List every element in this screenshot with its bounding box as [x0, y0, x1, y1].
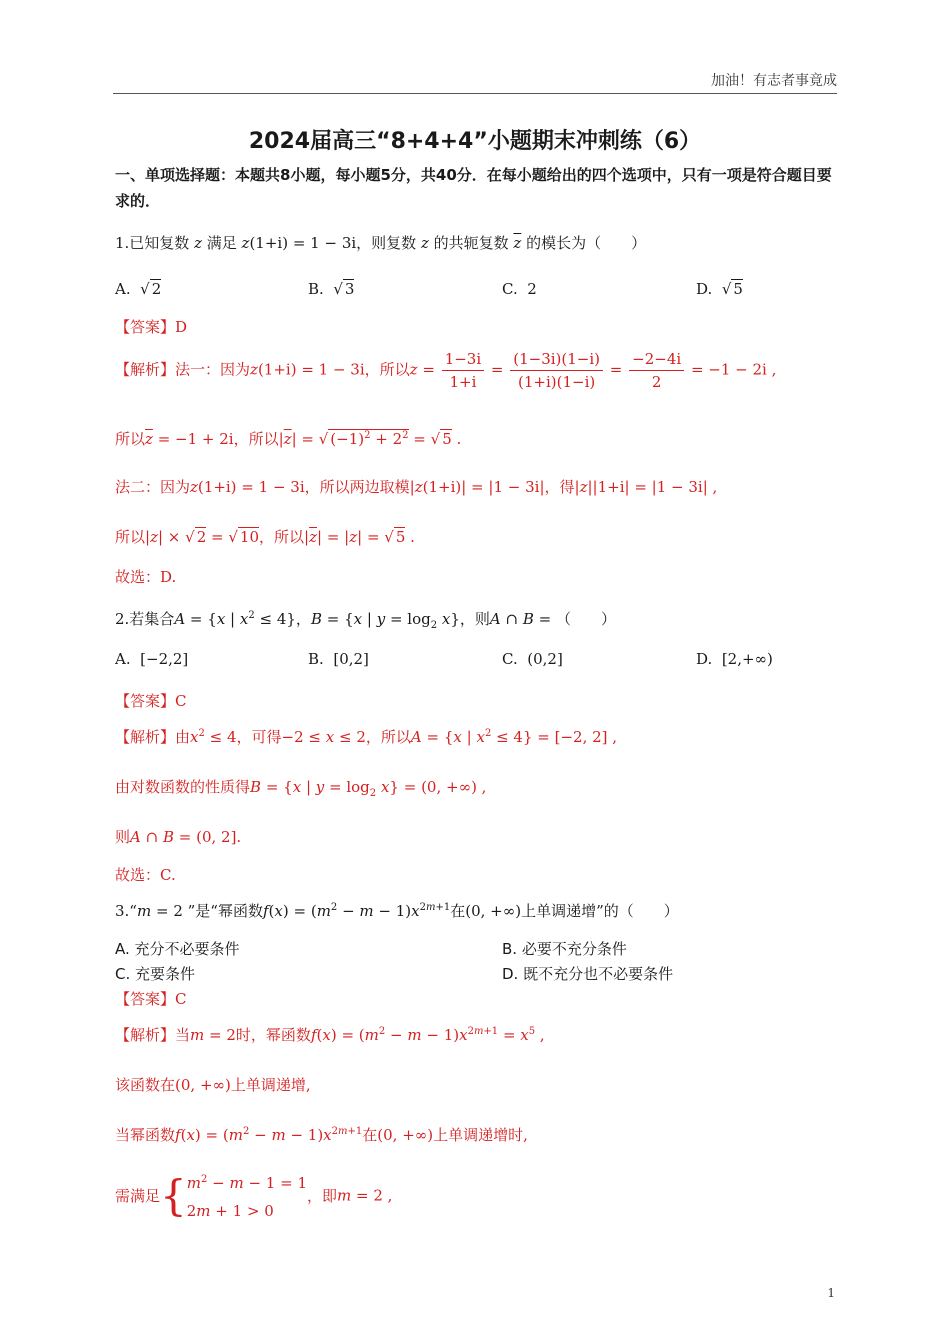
q1-analysis-4: 所以|z| × √ 2 = √ 10，所以$|\overline{z}| = |z|$ = √ 5 . [115, 528, 415, 546]
q2-answer: 【答案】C [115, 692, 187, 710]
q1-option-c: C. 2 [502, 280, 537, 298]
q2-option-b: B. [0,2] [308, 650, 369, 668]
q3-analysis-3: 当幂函数$f(x) = (m^2 - m - 1)x^{2m+1}$在(0, +∞)上单调递增时, [115, 1126, 528, 1144]
header-rule [113, 93, 837, 94]
q1-option-d: D. √ 5 [696, 280, 743, 298]
q2-stem: 2.若集合A = {x | $x^2 \le 4$}，B = {x | $y = \log_2 x$}，则A ∩ B = （ ） [115, 610, 617, 631]
q2-conclusion: 故选：C. [115, 866, 176, 884]
q3-option-d: D. 既不充分也不必要条件 [502, 965, 674, 983]
page-number: 1 [827, 1286, 835, 1300]
q1-option-b: B. √ 3 [308, 280, 355, 298]
q3-option-a: A. 充分不必要条件 [115, 940, 240, 958]
q3-analysis-1: 【解析】当m = 2时，幂函数$f(x) = (m^2 - m - 1)x^{2m+1} = x^5$ , [115, 1026, 545, 1044]
q2-analysis-2: 由对数函数的性质得B = {x | $y = \log_2 x\} = (0$, +∞) , [115, 778, 487, 799]
page-title: 2024届高三“8+4+4”小题期末冲刺练（6） [248, 129, 702, 154]
q1-analysis-2: 所以$\overline{z} = -1 + 2i$，所以$|\overline{z}|$ = √ $(-1)^2 + 2^2$ = √ 5 . [115, 430, 462, 448]
q2-analysis-1: 【解析】由$x^2 \le 4$，可得−2 ≤ x ≤ 2，所以A = {x | $x^2 \le 4\} = [-2$, 2] , [115, 728, 618, 746]
q1-conclusion: 故选：D. [115, 568, 177, 586]
section-heading: 一、单项选择题：本题共8小题，每小题5分，共40分．在每小题给出的四个选项中，只有一项是符合题目要求的． [115, 166, 832, 210]
q1-answer: 【答案】D [115, 318, 188, 336]
q2-option-c: C. (0,2] [502, 650, 563, 668]
q1-analysis-3: 法二：因为z(1+i) = 1 − 3i，所以两边取模|z(1+i)| = |1 − 3i|，得|z||1+i| = |1 − 3i| , [115, 478, 718, 496]
q3-option-b: B. 必要不充分条件 [502, 940, 627, 958]
q2-option-a: A. [−2,2] [115, 650, 189, 668]
q1-analysis-1: 【解析】法一：因为z(1+i) = 1 − 3i，所以z = $\frac{1-3i}{1+i}$ = $\frac{(1-3i)(1-i)}{(1+i)(1-i)}$ = $\frac{-2-4i}{2}$ = −1 − 2i , [115, 350, 777, 391]
q3-analysis-4: 需满足{ $m^2 - m - 1 = 1$ 2m + 1 > 0 ，即m = 2 , [115, 1170, 393, 1220]
q3-analysis-2: 该函数在(0, +∞)上单调递增, [115, 1076, 311, 1094]
q3-stem: 3.“m = 2 ”是“幂函数$f(x) = (m^2 - m - 1)x^{2m+1}$在(0, +∞)上单调递增”的（ ） [115, 902, 679, 920]
q3-option-c: C. 充要条件 [115, 965, 196, 983]
q1-option-a: A. √ 2 [115, 280, 162, 298]
q1-stem: 1.已知复数 z 满足 z(1+i) = 1 − 3i，则复数 z 的共轭复数 $\overline{z}$ 的模长为（ ） [115, 234, 647, 252]
q2-analysis-3: 则A ∩ B = (0, 2]. [115, 828, 242, 846]
q2-option-d: D. [2,+∞) [696, 650, 773, 668]
header-motto: 加油！有志者事竟成 [711, 73, 837, 89]
q3-answer: 【答案】C [115, 990, 187, 1008]
